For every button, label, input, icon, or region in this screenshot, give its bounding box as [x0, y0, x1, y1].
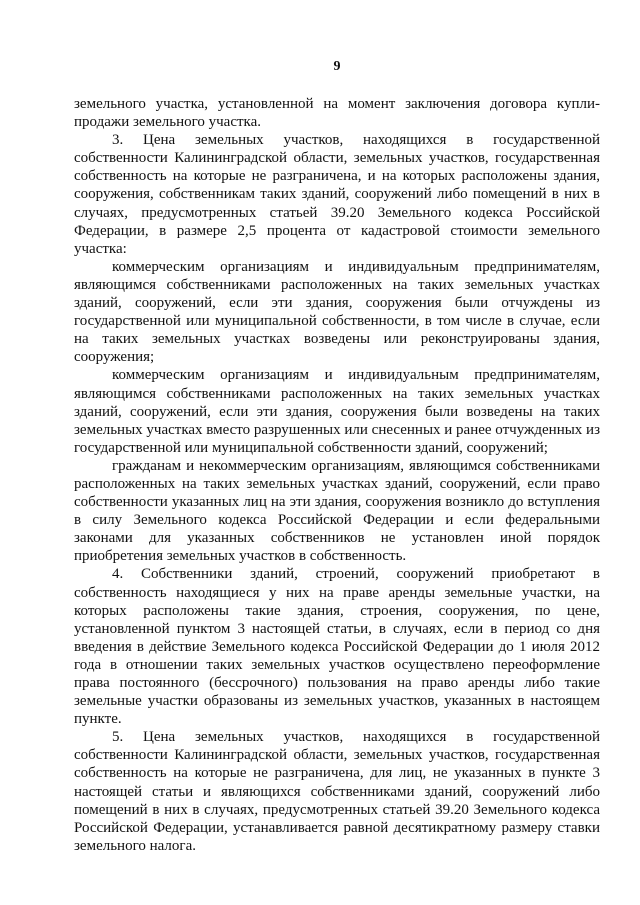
paragraph-continuation: земельного участка, установленной на момент заключения договора купли-продажи земельного участка. — [74, 96, 600, 131]
paragraph-commercial-alienated: коммерческим организациям и индивидуальным предпринимателям, являющимся собственниками расположенных на таких земельных участках зданий, сооружений, если эти здания, сооружения были отчуждены из государственной или муниципальной собственности, в том числе в случае, если на таких земельных участках возведены или реконструированы здания, сооружения; — [74, 258, 600, 366]
paragraph-citizens-noncommercial: гражданам и некоммерческим организациям, являющимся собственниками расположенных на таких земельных участках зданий, сооружений, если право собственности указанных лиц на эти здания, сооружения возникло до вступления в силу Земельного кодекса Российской Федерации и если федеральными законами для указанных собственников не установлен иной порядок приобретения земельных участков в собственность. — [74, 457, 600, 565]
paragraph-item-4: 4. Собственники зданий, строений, сооружений приобретают в собственность находящиеся у них на праве аренды земельные участки, на которых расположены такие здания, строения, сооружения, по цене, установленной пунктом 3 настоящей статьи, в случаях, если в период со дня введения в действие Земельного кодекса Российской Федерации до 1 июля 2012 года в отношении таких земельных участков осуществлено переоформление права постоянного (бессрочного) пользования на право аренды либо такие земельные участки образованы из земельных участков, указанных в настоящем пункте. — [74, 566, 600, 728]
page-number: 9 — [333, 59, 341, 74]
paragraph-item-5: 5. Цена земельных участков, находящихся в государственной собственности Калининградской области, земельных участков, государственная собственность на которые не разграничена, для лиц, не указанных в пункте 3 настоящей статьи и являющихся собственниками зданий, сооружений либо помещений в них в случаях, предусмотренных статьей 39.20 Земельного кодекса Российской Федерации, устанавливается равной десятикратному размеру ставки земельного налога. — [74, 729, 600, 854]
paragraph-commercial-rebuilt: коммерческим организациям и индивидуальным предпринимателям, являющимся собственниками расположенных на таких земельных участках зданий, сооружений, если эти здания, сооружения были возведены на таких земельных участках вместо разрушенных или снесенных и ранее отчужденных из государственной или муниципальной собственности зданий, сооружений; — [74, 367, 600, 456]
paragraph-item-3: 3. Цена земельных участков, находящихся в государственной собственности Калининградской области, земельных участков, государственная собственность на которые не разграничена, и на которых расположены здания, сооружения, собственникам таких зданий, сооружений либо помещений в них в случаях, предусмотренных статьей 39.20 Земельного кодекса Российской Федерации, в размере 2,5 процента от кадастровой стоимости земельного участка: — [74, 132, 600, 257]
